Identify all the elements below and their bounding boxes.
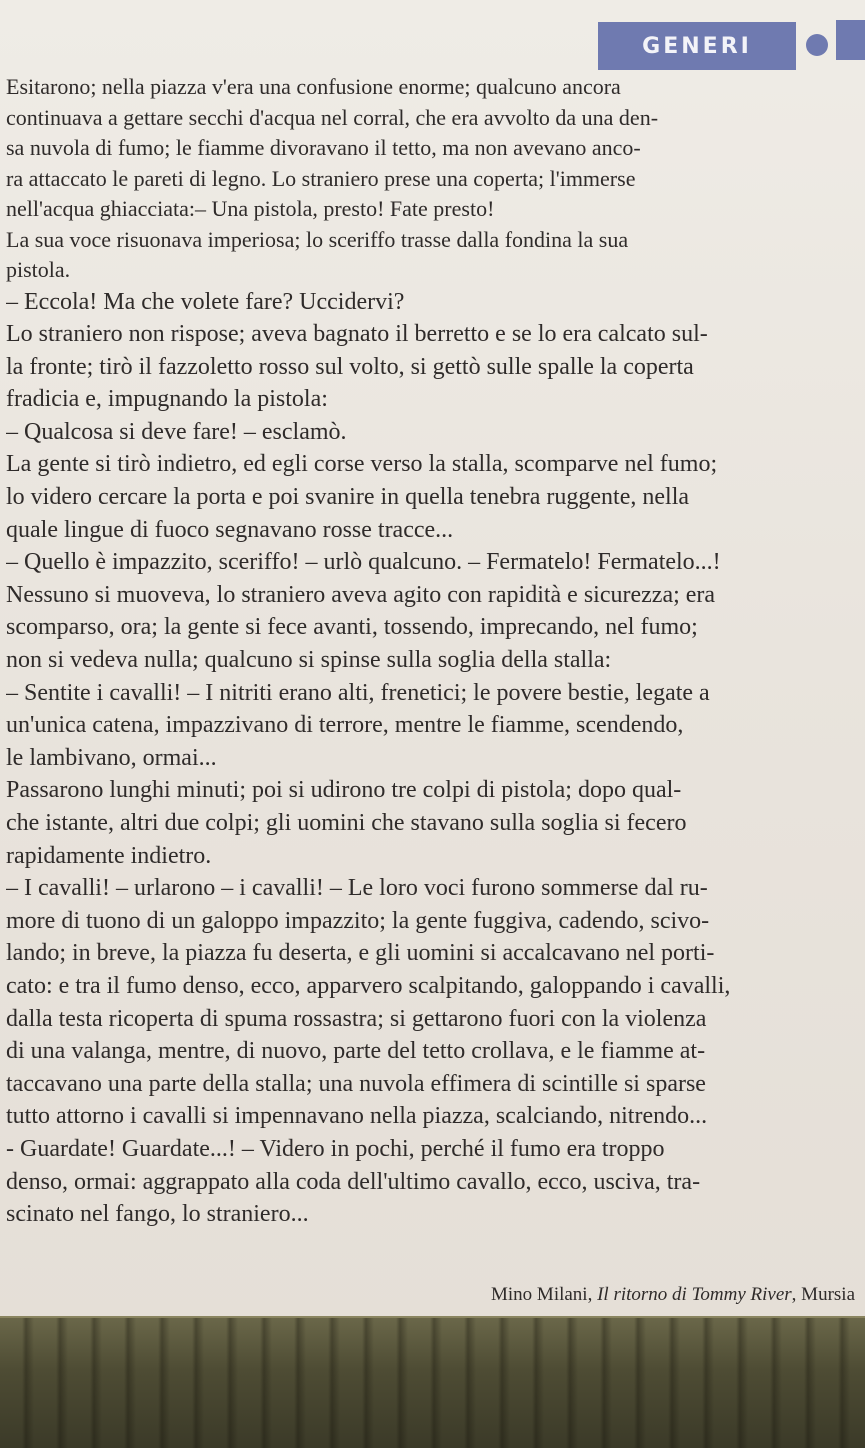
text-line: fradicia e, impugnando la pistola: bbox=[6, 386, 328, 413]
text-line: che istante, altri due colpi; gli uomini che stavano sulla soglia si fecero bbox=[6, 810, 687, 836]
section-header bbox=[598, 22, 796, 70]
text-line: Passarono lunghi minuti; poi si udirono tre colpi di pistola; dopo qual- bbox=[6, 777, 682, 804]
text-line: – I cavalli! – urlarono – i cavalli! – Le loro voci furono sommerse dal ru- bbox=[6, 875, 708, 902]
text-line: la fronte; tirò il fazzoletto rosso sul volto, si gettò sulle spalle la coperta bbox=[6, 353, 694, 380]
text-line: le lambivano, ormai... bbox=[6, 744, 217, 771]
text-line: dalla testa ricoperta di spuma rossastra; si gettarono fuori con la violenza bbox=[6, 1005, 707, 1032]
text-line: nell'acqua ghiacciata:– Una pistola, presto! Fate presto! bbox=[6, 196, 495, 221]
text-line: tutto attorno i cavalli si impennavano nella piazza, scalciando, nitrendo... bbox=[6, 1103, 708, 1130]
text-line: more di tuono di un galoppo impazzito; la gente fuggiva, cadendo, scivo- bbox=[6, 907, 710, 934]
text-line: Lo straniero non rispose; aveva bagnato il berretto e se lo era calcato sul- bbox=[6, 321, 708, 348]
text-line: Nessuno si muoveva, lo straniero aveva agito con rapidità e sicurezza; era bbox=[6, 581, 716, 608]
text-line: taccavano una parte della stalla; una nuvola effimera di scintille si sparse bbox=[6, 1070, 706, 1097]
citation-author: Mino Milani, bbox=[491, 1284, 598, 1305]
text-line: quale lingue di fuoco segnavano rosse tracce... bbox=[6, 516, 454, 543]
section-header-label: GENERI bbox=[642, 33, 752, 59]
text-line: continuava a gettare secchi d'acqua nel corral, che era avvolto da una den- bbox=[6, 104, 659, 130]
citation-publisher: , Mursia bbox=[791, 1284, 855, 1305]
text-line: sa nuvola di fumo; le fiamme divoravano il tetto, ma non avevano anco- bbox=[6, 135, 641, 160]
header-dot-decoration bbox=[806, 34, 828, 56]
text-line: ra attaccato le pareti di legno. Lo straniero prese una coperta; l'immerse bbox=[6, 165, 636, 191]
text-line: denso, ormai: aggrappato alla coda dell'ultimo cavallo, ecco, usciva, tra- bbox=[6, 1168, 701, 1195]
text-line: lo videro cercare la porta e poi svanire in quella tenebra ruggente, nella bbox=[6, 484, 690, 511]
citation-title: Il ritorno di Tommy River bbox=[597, 1284, 792, 1305]
text-line: – Qualcosa si deve fare! – esclamò. bbox=[6, 418, 347, 445]
text-line: lando; in breve, la piazza fu deserta, e gli uomini si accalcavano nel porti- bbox=[6, 940, 715, 967]
text-line: pistola. bbox=[6, 257, 71, 282]
text-line: La sua voce risuonava imperiosa; lo sceriffo trasse dalla fondina la sua bbox=[6, 226, 629, 252]
text-line: scinato nel fango, lo straniero... bbox=[6, 1201, 309, 1228]
header-tab-decoration bbox=[836, 20, 865, 60]
story-text bbox=[6, 72, 858, 1231]
text-line: rapidamente indietro. bbox=[6, 842, 212, 869]
text-line: cato: e tra il fumo denso, ecco, apparvero scalpitando, galoppando i cavalli, bbox=[6, 972, 731, 999]
text-line: – Sentite i cavalli! – I nitriti erano alti, frenetici; le povere bestie, legate a bbox=[6, 679, 710, 706]
text-line: - Guardate! Guardate...! – Videro in pochi, perché il fumo era troppo bbox=[6, 1135, 665, 1162]
text-line: La gente si tirò indietro, ed egli corse verso la stalla, scomparve nel fumo; bbox=[6, 451, 718, 478]
text-line: – Eccola! Ma che volete fare? Uccidervi? bbox=[6, 288, 405, 315]
text-line: scomparso, ora; la gente si fece avanti, tossendo, imprecando, nel fumo; bbox=[6, 614, 698, 641]
text-line: di una valanga, mentre, di nuovo, parte del tetto crollava, e le fiamme at- bbox=[6, 1038, 706, 1065]
text-line: – Quello è impazzito, sceriffo! – urlò qualcuno. – Fermatelo! Fermatelo...! bbox=[6, 549, 721, 576]
source-citation bbox=[491, 1284, 855, 1306]
text-line: Esitarono; nella piazza v'era una confusione enorme; qualcuno ancora bbox=[6, 74, 621, 99]
text-line: non si vedeva nulla; qualcuno si spinse sulla soglia della stalla: bbox=[6, 647, 612, 674]
text-line: un'unica catena, impazzivano di terrore, mentre le fiamme, scendendo, bbox=[6, 712, 684, 739]
illustration-strip bbox=[0, 1316, 865, 1448]
